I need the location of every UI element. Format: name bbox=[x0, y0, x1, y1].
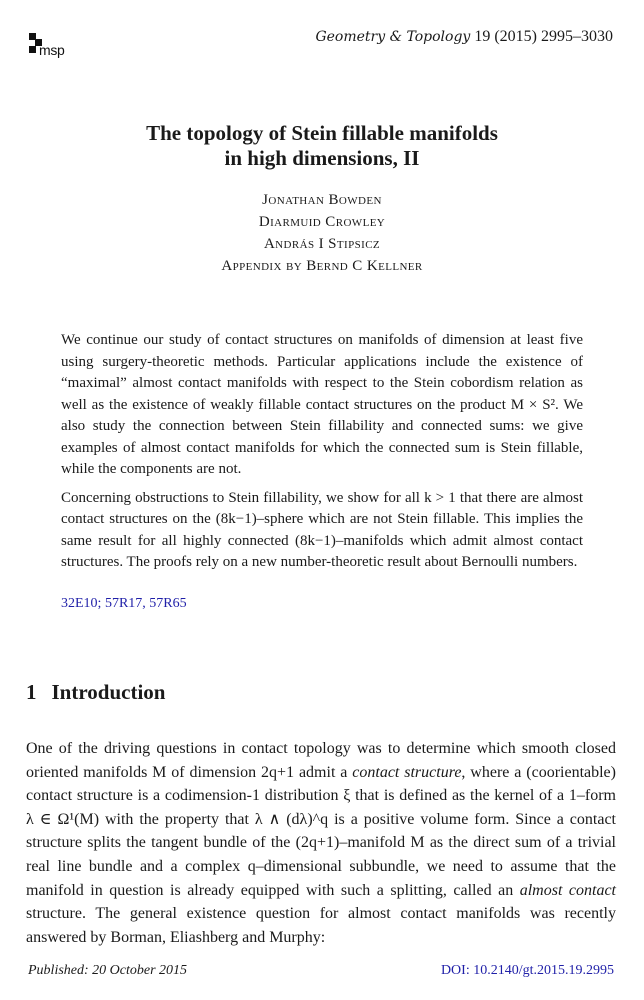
msp-logo bbox=[29, 33, 73, 63]
body-text: structure. The general existence question for almost contact manifolds was recently answered by Borman, Eliashberg and Murphy: bbox=[26, 905, 616, 946]
body-text: , where a (coorientable) contact structure is a codimension-1 distribution ξ that is defined as the kernel of a 1–form λ ∈ Ω¹(M) with the property that λ ∧ (dλ)^q is a positive volume form. Since a contact structure splits the tangent bundle of the (2q+1)–manifold M as the direct sum of a trivial real line bundle and a complex q–dimensional subbundle, we need to assume that the manifold in question is already equipped with such a splitting, called an bbox=[26, 763, 616, 899]
title-line-2: in high dimensions, II bbox=[224, 146, 420, 170]
author: András I Stipsicz bbox=[263, 236, 381, 252]
msc-codes-link[interactable]: 32E10; 57R17, 57R65 bbox=[61, 596, 187, 611]
title-line-1: The topology of Stein fillable manifolds bbox=[146, 121, 498, 145]
section-heading bbox=[26, 680, 165, 705]
author-list bbox=[0, 189, 644, 277]
introduction-body bbox=[26, 737, 616, 949]
abstract-paragraph: We continue our study of contact structures on manifolds of dimension at least five using surgery-theoretic methods. Particular applications include the existence of “maximal” almost contact manifolds with respect to the Stein cobordism relation as well as the existence of weakly fillable contact structures on the product M × S². We also study the connection between Stein fillability and connected sums: we give examples of almost contact manifolds for which the connected sum is Stein fillable, while the components are not. bbox=[61, 332, 583, 477]
appendix-author: Appendix by Bernd C Kellner bbox=[221, 258, 423, 274]
author: Diarmuid Crowley bbox=[258, 214, 386, 230]
journal-name: Geometry & Topology bbox=[315, 29, 471, 45]
logo-square-icon bbox=[29, 46, 36, 53]
logo-text: msp bbox=[39, 42, 65, 58]
body-paragraph bbox=[26, 737, 616, 949]
emphasis-text: contact structure bbox=[352, 763, 462, 781]
paper-title bbox=[0, 121, 644, 171]
abstract bbox=[61, 330, 583, 574]
emphasis-text: almost contact bbox=[519, 881, 617, 899]
body-text: One of the driving questions in contact topology was to determine which smooth closed oriented manifolds M of dimension 2q+1 admit a bbox=[26, 740, 616, 781]
journal-header bbox=[315, 28, 613, 46]
section-title: Introduction bbox=[51, 680, 166, 704]
author: Jonathan Bowden bbox=[262, 192, 382, 208]
journal-citation: 19 (2015) 2995–3030 bbox=[474, 28, 613, 45]
abstract-paragraph: Concerning obstructions to Stein fillability, we show for all k > 1 that there are almost contact structures on the (8k−1)–sphere which are not Stein fillable. This implies the same result for all highly connected (8k−1)–manifolds which admit almost contact structures. The proofs rely on a new number-theoretic result about Bernoulli numbers. bbox=[61, 489, 583, 570]
doi-link[interactable]: DOI: 10.2140/gt.2015.19.2995 bbox=[440, 963, 614, 978]
section-number: 1 bbox=[26, 680, 37, 704]
published-date: Published: 20 October 2015 bbox=[28, 963, 188, 978]
